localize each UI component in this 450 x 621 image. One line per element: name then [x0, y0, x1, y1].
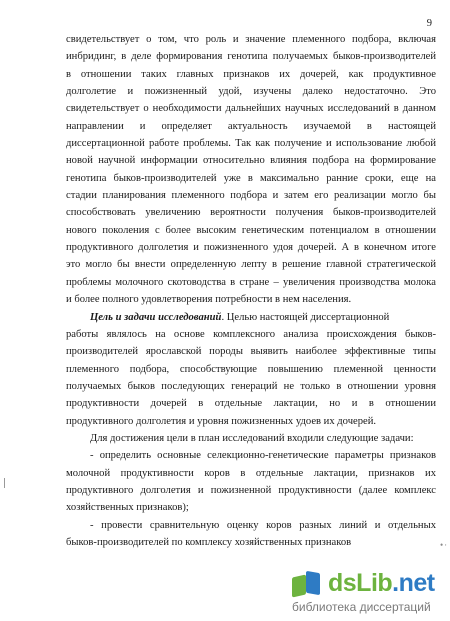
text-line: проблемы молочного скотоводства в стране – увеличения производства молока: [66, 276, 436, 288]
goal-heading: Цель и задачи исследований: [90, 311, 222, 323]
goal-paragraph-first-line: [66, 309, 436, 326]
tasks-intro: Для достижения цели в план исследований входили следующие задачи:: [90, 432, 414, 444]
text-line: инбридинг, в деле формирования генотипа получаемых быков-производителей: [66, 51, 436, 63]
text-line: свидетельствует о необходимости дальнейших научных исследований в данном: [66, 103, 436, 115]
text-line: стадии планирования племенного подбора и затем его реализации могло бы: [66, 190, 436, 202]
text-line: получаемых быков последующих генераций не только в отношении уровня: [66, 380, 436, 392]
text-line: это могло бы внести определенную лепту в решение главной стратегической: [66, 259, 436, 271]
text-line: генотипа быков-производителей уже в максимально ранние сроки, еще на: [66, 172, 436, 184]
text-line: направлении и определяет актуальность изучаемой в настоящей: [66, 120, 436, 132]
text-line: свидетельствует о том, что роль и значение племенного подбора, включая: [66, 34, 436, 45]
watermark: [290, 568, 445, 618]
task-line: быков-производителей по комплексу хозяйственных признаков: [66, 536, 352, 548]
margin-dots: •·: [440, 540, 449, 550]
logo-text-blue: .net: [392, 568, 435, 597]
text-line: продуктивного долголетия и уровня пожизненных удоев их дочерей.: [66, 415, 377, 427]
body-text: [66, 31, 436, 551]
text-line: племенного подбора, способствующие повышению племенной ценности: [66, 363, 436, 375]
text-line: новой научной информации относительно влияния подбора на формирование: [66, 155, 436, 167]
text-line: производителей ярославской породы выявить наиболее эффективные типы: [66, 346, 436, 358]
logo-text-green: dsLib: [328, 568, 393, 597]
watermark-logo: [290, 568, 435, 598]
task-line: хозяйственных признаков);: [66, 502, 189, 514]
text-line: диссертационной работе проблемы. Так как получение и использование любой: [66, 138, 436, 150]
text-line: способствовать увеличению вероятности получения быков-производителей: [66, 207, 436, 219]
goal-first-rest: . Целью настоящей диссертационной: [221, 311, 390, 323]
page-number: 9: [426, 18, 432, 29]
books-icon: [290, 568, 324, 598]
task-line: молочной продуктивности коров в отдельные лактации, признаков их: [66, 467, 436, 479]
task-line: продуктивного долголетия и пожизненной продуктивности (далее комплекс: [66, 484, 436, 496]
text-line: нового поколения с более высоким генетическим потенциалом в отношении: [66, 224, 436, 236]
task-line: - определить основные селекционно-генетические параметры признаков: [90, 450, 436, 462]
text-line: и более полного удовлетворения потребности в нем населения.: [66, 294, 352, 306]
text-line: продуктивности дочерей в отдельные лактации, но и в отношении: [66, 398, 436, 410]
margin-mark: [4, 478, 5, 488]
text-line: долголетие и пожизненный удой, изучены далеко недостаточно. Это: [66, 86, 436, 98]
text-line: работы являлось на основе комплексного анализа происхождения быков-: [66, 328, 436, 340]
text-line: продуктивного долголетия и пожизненного удоя дочерей. А в конечном итоге: [66, 242, 436, 254]
text-line: в отношении таких главных признаков их дочерей, как продуктивное: [66, 68, 436, 80]
watermark-subtitle: библиотека диссертаций: [292, 600, 431, 614]
task-line: - провести сравнительную оценку коров разных линий и отдельных: [90, 519, 436, 531]
